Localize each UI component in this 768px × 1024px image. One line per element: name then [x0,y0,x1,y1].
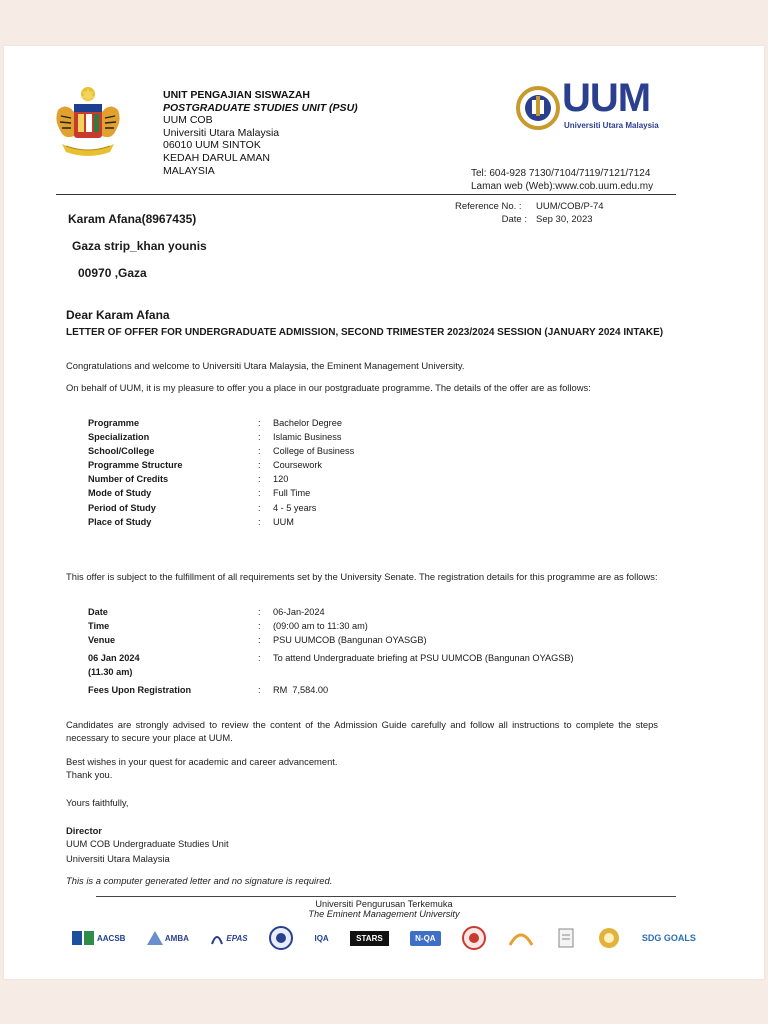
detail-label: Specialization [88,432,150,443]
colon: : [258,607,261,617]
nqa-text: N-QA [410,931,440,946]
time-label: Time [88,621,110,632]
paragraph-best-wishes: Best wishes in your quest for academic and career advancement. [66,756,338,767]
seal-logo [269,925,293,951]
paragraph-advice: Candidates are strongly advised to review the content of the Admission Guide carefully and follow all instructions to complete the steps necessary to secure your place at UUM. [66,719,658,743]
reference-values [536,200,604,226]
address-line: MALAYSIA [163,164,215,177]
reference-number: UUM/COB/P-74 [536,201,604,212]
iqa-text: IQA [314,933,329,943]
detail-label: Place of Study [88,516,152,527]
address-line: UUM COB [163,114,213,127]
fees-amount: RM 7,584.00 [273,685,329,696]
detail-label: Programme [88,418,140,428]
address-line: Universiti Utara Malaysia [163,126,280,139]
venue-label: Venue [88,635,116,646]
accreditation-logos [72,918,696,958]
detail-value: College of Business [273,446,355,457]
epas-text: EPAS [226,933,248,943]
detail-row [88,501,593,515]
telephone: Tel: 604-928 7130/7104/7119/7121/7124 [471,168,651,179]
sdg-text: SDG GOALS [641,933,696,943]
registration-row [88,633,593,647]
registration-venue: PSU UUMCOB (Bangunan OYASGB) [273,635,427,646]
aacsb-logo [72,925,125,951]
detail-label: Period of Study [88,502,156,513]
colon: : [258,432,261,443]
paragraph-conditions: This offer is subject to the fulfillment of all requirements set by the University Senate. The registration details for this programme are as follows: [66,571,658,582]
colon: : [258,460,261,471]
aacsb-icon [72,931,94,945]
award-logo [555,925,577,951]
nqa-logo [410,925,440,951]
briefing-time-row [88,665,593,679]
colon: : [258,418,261,428]
amba-icon [147,931,163,945]
salutation: Dear Karam Afana [66,308,170,322]
award-icon [555,927,577,949]
detail-row [88,458,593,472]
letter-subject: LETTER OF OFFER FOR UNDERGRADUATE ADMISSION, SECOND TRIMESTER 2023/2024 SESSION (JANUARY 2024 INTAKE) [66,327,664,338]
contact-block [471,167,653,193]
footer-divider [96,896,676,897]
briefing-row [88,651,593,665]
uum-logo-subtitle: Universiti Utara Malaysia [564,121,659,130]
rank-logo [508,925,534,951]
briefing-time: (11.30 am) [88,667,133,678]
colon: : [258,474,261,485]
uum-logo-text: UUM [562,76,651,120]
detail-value: 120 [273,474,289,485]
offer-details-list [88,416,593,529]
unit-name-english: POSTGRADUATE STUDIES UNIT (PSU) [163,101,358,114]
detail-row [88,486,593,500]
fees-row [88,683,593,697]
computer-generated-note: This is a computer generated letter and no signature is required. [66,875,333,886]
reference-label: Reference No. : [455,201,522,212]
website: Laman web (Web):www.cob.uum.edu.my [471,181,654,192]
signatory-unit: UUM COB Undergraduate Studies Unit [66,838,229,849]
detail-row [88,444,593,458]
unit-name-malay: UNIT PENGAJIAN SISWAZAH [163,89,311,101]
date-label: Date : [501,214,527,225]
detail-row [88,515,593,529]
detail-label: Number of Credits [88,474,169,485]
epas-icon [210,930,224,946]
header-divider [56,194,676,195]
colon: : [258,488,261,499]
date-label: Date [88,607,108,617]
detail-row [88,472,593,486]
colon: : [258,621,261,632]
gold-badge-icon [598,927,620,949]
sdg-logo [642,925,696,951]
paragraph-offer: On behalf of UUM, it is my pleasure to offer you a place in our postgraduate programme. The details of the offer are as follows: [66,382,591,393]
stars-logo [350,925,389,951]
uum-logo [516,76,666,136]
stars-text: STARS [350,931,389,946]
reference-labels [455,200,527,226]
briefing-description: To attend Undergraduate briefing at PSU UUMCOB (Bangunan OYAGSB) [273,653,574,664]
detail-value: Coursework [273,460,323,471]
colon: : [258,685,261,696]
recipient-postcode: 00970 ,Gaza [78,266,147,280]
detail-label: School/College [88,446,155,457]
detail-value: Bachelor Degree [273,418,342,428]
detail-label: Mode of Study [88,488,152,499]
colon: : [258,502,261,513]
signatory-title: Director [66,825,102,836]
uum-emblem-icon [516,82,560,134]
registration-details-list [88,605,593,698]
colon: : [258,653,261,664]
detail-value: 4 - 5 years [273,502,317,513]
registration-time: (09:00 am to 11:30 am) [273,621,368,632]
letter-date: Sep 30, 2023 [536,214,593,225]
footer-tagline-english: The Eminent Management University [308,909,460,919]
detail-row [88,430,593,444]
detail-row [88,416,593,430]
detail-label: Programme Structure [88,460,183,471]
signatory-university: Universiti Utara Malaysia [66,853,170,864]
registration-date: 06-Jan-2024 [273,607,325,617]
colon: : [258,516,261,527]
gold-badge-logo [598,925,620,951]
ranking-badge-icon [508,929,534,947]
paragraph-congratulations: Congratulations and welcome to Universiti Utara Malaysia, the Eminent Management University. [66,360,465,371]
paragraph-thanks: Thank you. [66,769,113,780]
detail-value: Full Time [273,488,311,499]
colon: : [258,635,261,646]
red-seal-logo [462,925,486,951]
footer-tagline-malay: Universiti Pengurusan Terkemuka [315,899,453,909]
detail-value: Islamic Business [273,432,342,443]
aacsb-text: AACSB [97,933,126,943]
award-seal-icon [462,926,486,950]
briefing-date: 06 Jan 2024 [88,653,140,664]
psu-address-block [163,89,358,177]
detail-value: UUM [273,516,294,527]
address-line: 06010 UUM SINTOK [163,139,261,152]
recipient-name: Karam Afana(8967435) [68,212,197,226]
address-line: KEDAH DARUL AMAN [163,151,270,164]
fees-label: Fees Upon Registration [88,685,192,696]
epas-logo [210,925,247,951]
colon: : [258,446,261,457]
iqa-logo [314,925,328,951]
amba-logo [147,925,189,951]
amba-text: AMBA [164,933,189,943]
recipient-address: Gaza strip_khan younis [72,239,207,253]
registration-row [88,605,593,619]
malaysia-coat-of-arms-icon [52,84,124,160]
registration-row [88,619,593,633]
round-seal-icon [269,926,293,950]
closing-faithfully: Yours faithfully, [66,797,129,808]
